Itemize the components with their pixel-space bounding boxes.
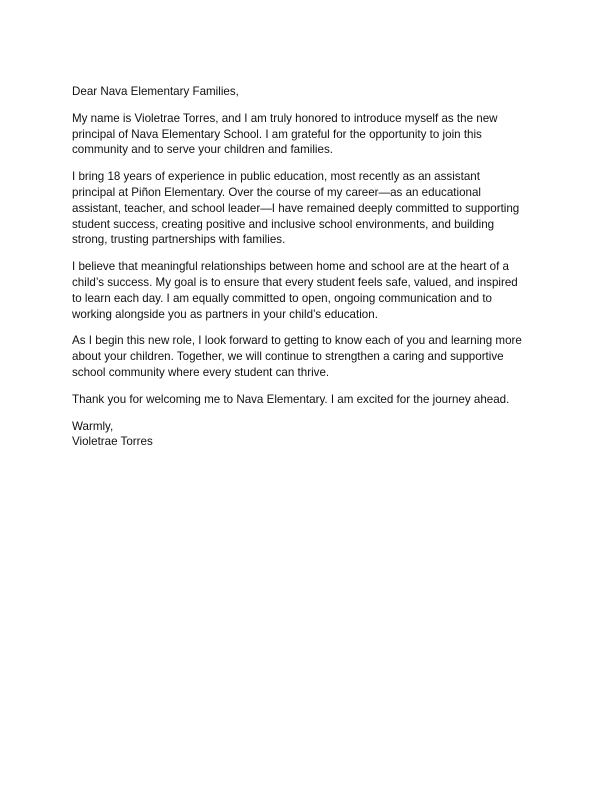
text-line: about your children. Together, we will continue to strengthen a caring and supportive [72, 350, 504, 364]
salutation [72, 84, 542, 100]
signature: Violetrae Torres [72, 435, 153, 449]
text-line: child’s success. My goal is to ensure that every student feels safe, valued, and inspired [72, 275, 518, 289]
text-line: I believe that meaningful relationships between home and school are at the heart of a [72, 260, 509, 274]
closing-text: Warmly, [72, 419, 114, 433]
letter-page [72, 84, 542, 461]
text-line: My name is Violetrae Torres, and I am truly honored to introduce myself as the new [72, 111, 498, 125]
text-line: assistant, teacher, and school leader—I have remained deeply committed to supporting [72, 201, 520, 215]
closing-block [72, 419, 542, 451]
text-line: Thank you for welcoming me to Nava Elementary. I am excited for the journey ahead. [72, 392, 510, 406]
text-line: principal of Nava Elementary School. I am grateful for the opportunity to join this [72, 127, 482, 141]
text-line: As I begin this new role, I look forward to getting to know each of you and learning more [72, 334, 522, 348]
paragraph-beliefs [72, 259, 542, 322]
salutation-text: Dear Nava Elementary Families, [72, 85, 239, 98]
paragraph-introduction [72, 111, 542, 158]
text-line: to learn each day. I am equally committed to open, ongoing communication and to [72, 291, 492, 305]
text-line: principal at Piñon Elementary. Over the course of my career—as an educational [72, 185, 481, 199]
paragraph-experience [72, 169, 542, 248]
text-line: strong, trusting partnerships with families. [72, 233, 286, 247]
paragraph-new-role [72, 333, 542, 380]
text-line: I bring 18 years of experience in public education, most recently as an assistant [72, 170, 480, 184]
text-line: student success, creating positive and inclusive school environments, and building [72, 217, 495, 231]
paragraph-thanks [72, 392, 542, 408]
text-line: working alongside you as partners in your child’s education. [72, 307, 378, 321]
text-line: school community where every student can thrive. [72, 365, 330, 379]
text-line: community and to serve your children and families. [72, 143, 333, 157]
